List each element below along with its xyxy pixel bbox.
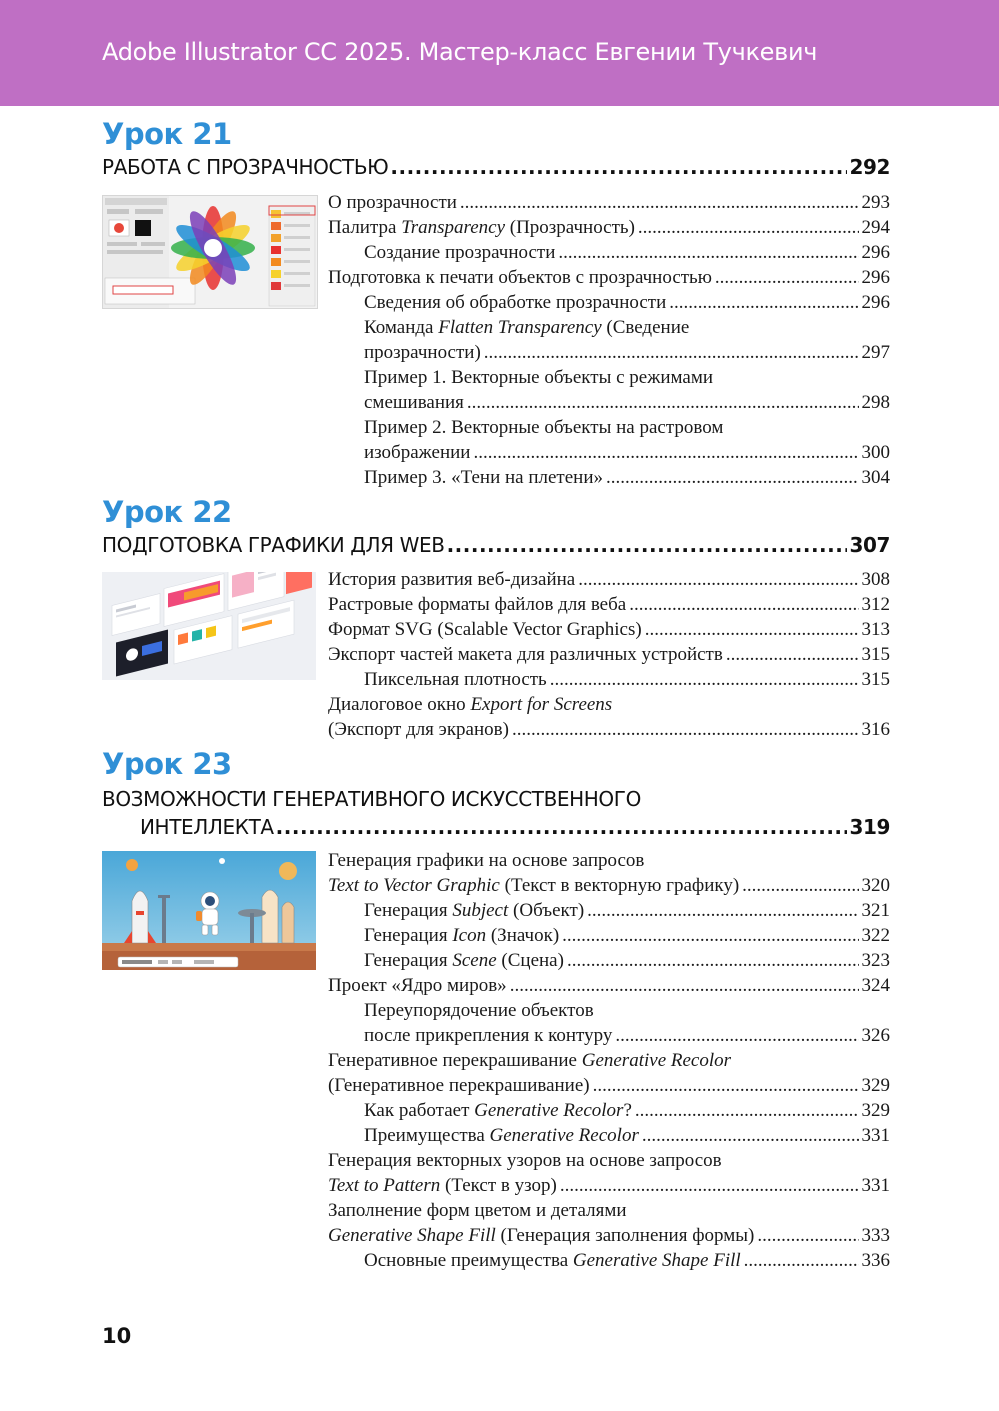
toc-entry[interactable]: смешивания ..... 298 [328,390,890,415]
chapter-page: 319 [849,815,890,839]
transparency-panel-image [102,195,318,309]
toc-entry[interactable]: Генеративное перекрашивание Generative Recolor [328,1050,732,1071]
toc-entry[interactable]: Пиксельная плотность ..... 315 [328,667,890,692]
lesson-23-chapter[interactable] [140,815,890,843]
toc-entry[interactable]: Команда Flatten Transparency (Сведение [364,317,690,338]
space-scene-image [102,851,316,970]
dot-leader [447,533,848,557]
toc-entry[interactable]: Преимущества Generative Recolor ..... 331 [328,1123,890,1148]
chapter-page: 307 [849,533,890,557]
toc-entry[interactable]: Генерация Scene (Сцена) ..... 323 [328,948,890,973]
toc-entry[interactable]: (Экспорт для экранов) ..... 316 [328,717,890,742]
toc-entry[interactable]: Растровые форматы файлов для веба ..... 312 [328,592,890,617]
toc-entry[interactable]: Переупорядочение объектов [364,1000,594,1021]
chapter-title: РАБОТА С ПРОЗРАЧНОСТЬЮ [102,155,389,179]
toc-entry[interactable]: Text to Vector Graphic (Текст в векторную графику) ..... 320 [328,873,890,898]
dot-leader [276,815,848,839]
lesson-21-entries [328,190,890,490]
toc-entry[interactable]: после прикрепления к контуру ..... 326 [328,1023,890,1048]
dot-leader [390,155,847,179]
web-mockups-image [102,572,316,680]
book-title: Adobe Illustrator CC 2025. Мастер-класс Евгении Тучкевич [102,38,818,66]
page-number: 10 [102,1324,132,1348]
toc-entry[interactable]: Формат SVG (Scalable Vector Graphics) ..... 313 [328,617,890,642]
chapter-title-line-1: ВОЗМОЖНОСТИ ГЕНЕРАТИВНОГО ИСКУССТВЕННОГО [102,787,641,811]
toc-entry[interactable]: Заполнение форм цветом и деталями [328,1200,627,1221]
toc-entry[interactable]: Как работает Generative Recolor? ..... 329 [328,1098,890,1123]
lesson-22-chapter[interactable] [102,533,890,561]
toc-entry[interactable]: Пример 1. Векторные объекты с режимами [364,367,714,388]
toc-entry[interactable]: Диалоговое окно Export for Screens [328,694,613,715]
toc-entry[interactable]: изображении ..... 300 [328,440,890,465]
lesson-22-entries [328,567,890,742]
toc-entry[interactable]: прозрачности) ..... 297 [328,340,890,365]
toc-entry[interactable]: Экспорт частей макета для различных устройств ..... 315 [328,642,890,667]
toc-entry[interactable]: Сведения об обработке прозрачности ..... 296 [328,290,890,315]
toc-entry[interactable]: Создание прозрачности ..... 296 [328,240,890,265]
lesson-21-chapter[interactable] [102,155,890,183]
toc-entry[interactable]: Генерация Icon (Значок) ..... 322 [328,923,890,948]
toc-entry[interactable]: Основные преимущества Generative Shape Fill ..... 336 [328,1248,890,1273]
chapter-title-line-2: ИНТЕЛЛЕКТА [140,815,274,839]
lesson-21-label: Урок 21 [102,117,232,151]
toc-entry[interactable]: Генерация Subject (Объект) ..... 321 [328,898,890,923]
toc-entry[interactable]: Палитра Transparency (Прозрачность) ..... 294 [328,215,890,240]
toc-entry[interactable]: Generative Shape Fill (Генерация заполнения формы) ..... 333 [328,1223,890,1248]
toc-entry[interactable]: Пример 3. «Тени на плетени» ..... 304 [328,465,890,490]
toc-entry[interactable]: О прозрачности ..... 293 [328,190,890,215]
chapter-title: ПОДГОТОВКА ГРАФИКИ ДЛЯ WEB [102,533,445,557]
toc-entry[interactable]: Text to Pattern (Текст в узор) ..... 331 [328,1173,890,1198]
chapter-page: 292 [849,155,890,179]
toc-entry[interactable]: История развития веб-дизайна ..... 308 [328,567,890,592]
lesson-22-label: Урок 22 [102,495,232,529]
toc-entry[interactable]: Генерация векторных узоров на основе запросов [328,1150,722,1171]
toc-entry[interactable]: Генерация графики на основе запросов [328,850,645,871]
toc-entry[interactable]: Проект «Ядро миров» ..... 324 [328,973,890,998]
toc-entry[interactable]: Пример 2. Векторные объекты на растровом [364,417,724,438]
toc-entry[interactable]: Подготовка к печати объектов с прозрачностью ..... 296 [328,265,890,290]
lesson-23-label: Урок 23 [102,747,232,781]
toc-entry[interactable]: (Генеративное перекрашивание) ..... 329 [328,1073,890,1098]
lesson-23-entries [328,848,890,1273]
page-header [0,0,999,106]
